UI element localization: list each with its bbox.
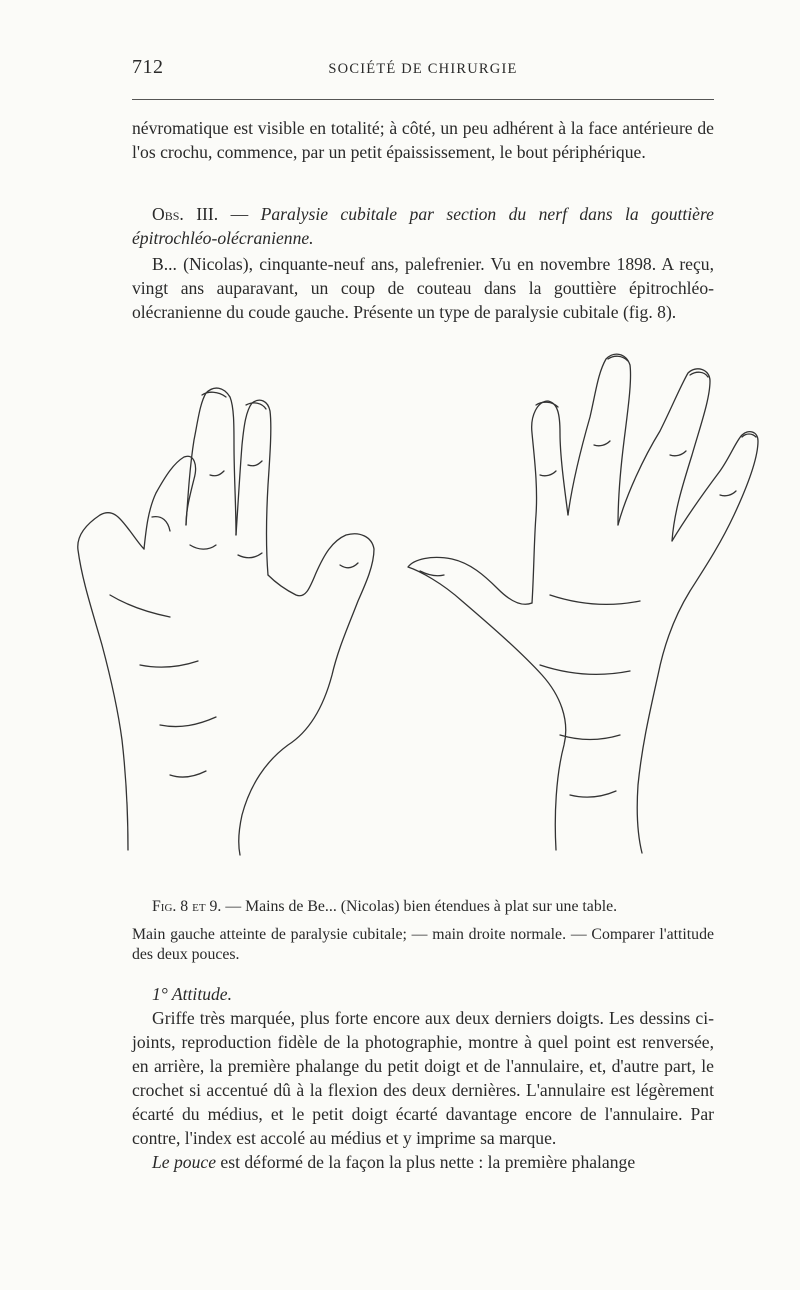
section-last-line <box>132 1150 714 1174</box>
observation-heading <box>132 202 714 250</box>
caption-line-1: Mains de Be... (Nicolas) bien étendues à plat sur une table. <box>245 898 618 915</box>
figure-caption-line-2 <box>132 925 714 965</box>
page-number: 712 <box>132 56 164 78</box>
figure-caption-line-1 <box>132 897 714 917</box>
observation-dash: — <box>218 204 261 224</box>
paragraph-2-text: B... (Nicolas), cinquante-neuf ans, palefrenier. Vu en novembre 1898. A reçu, vingt ans auparavant, un coup de couteau dans la gouttière épitrochléo-olécranienne du coude gauche. Présente un type de paralysie cubitale (fig. 8). <box>132 254 714 322</box>
caption-line-2: Main gauche atteinte de paralysie cubitale; — main droite normale. — Comparer l'attitude des deux pouces. <box>132 926 714 963</box>
header-rule <box>132 99 714 100</box>
section-attitude <box>132 982 714 1174</box>
section-paragraph: Griffe très marquée, plus forte encore aux deux derniers doigts. Les dessins ci-joints, reproduction fidèle de la photographie, montre à quel point est renversée, en arrière, la première phalange du petit doigt et de l'annulaire, et, d'autre part, le crochet si accentué dû à la flexion des deux dernières. L'annulaire est légèrement écarté du médius, et le petit doigt écarté davantage encore de l'annulaire. Par contre, l'index est accolé au médius et y imprime sa marque. <box>132 1008 714 1148</box>
section-last-line-italic: Le pouce <box>152 1152 217 1172</box>
running-title: SOCIÉTÉ DE CHIRURGIE <box>328 61 518 77</box>
section-last-line-rest: est déformé de la façon la plus nette : la première phalange <box>216 1152 636 1172</box>
caption-label: Fig. 8 et 9. <box>152 898 222 915</box>
page-header <box>132 56 714 86</box>
section-heading: 1° Attitude. <box>152 984 233 1004</box>
caption-dash: — <box>221 898 246 915</box>
hands-drawing <box>70 345 770 885</box>
observation-label: Obs. III. <box>152 204 219 224</box>
left-hand-illustration <box>78 388 374 855</box>
paragraph-1 <box>132 116 714 164</box>
paragraph-1-text: névromatique est visible en totalité; à côté, un peu adhérent à la face antérieure de l'os crochu, commence, par un petit épaississement, le bout périphérique. <box>132 118 714 162</box>
observation-title: Paralysie cubitale par section du nerf dans la gouttière épitrochléo-olécranienne. <box>132 204 714 248</box>
paragraph-2 <box>132 252 714 324</box>
figure-hands <box>70 345 770 885</box>
right-hand-illustration <box>408 354 758 853</box>
